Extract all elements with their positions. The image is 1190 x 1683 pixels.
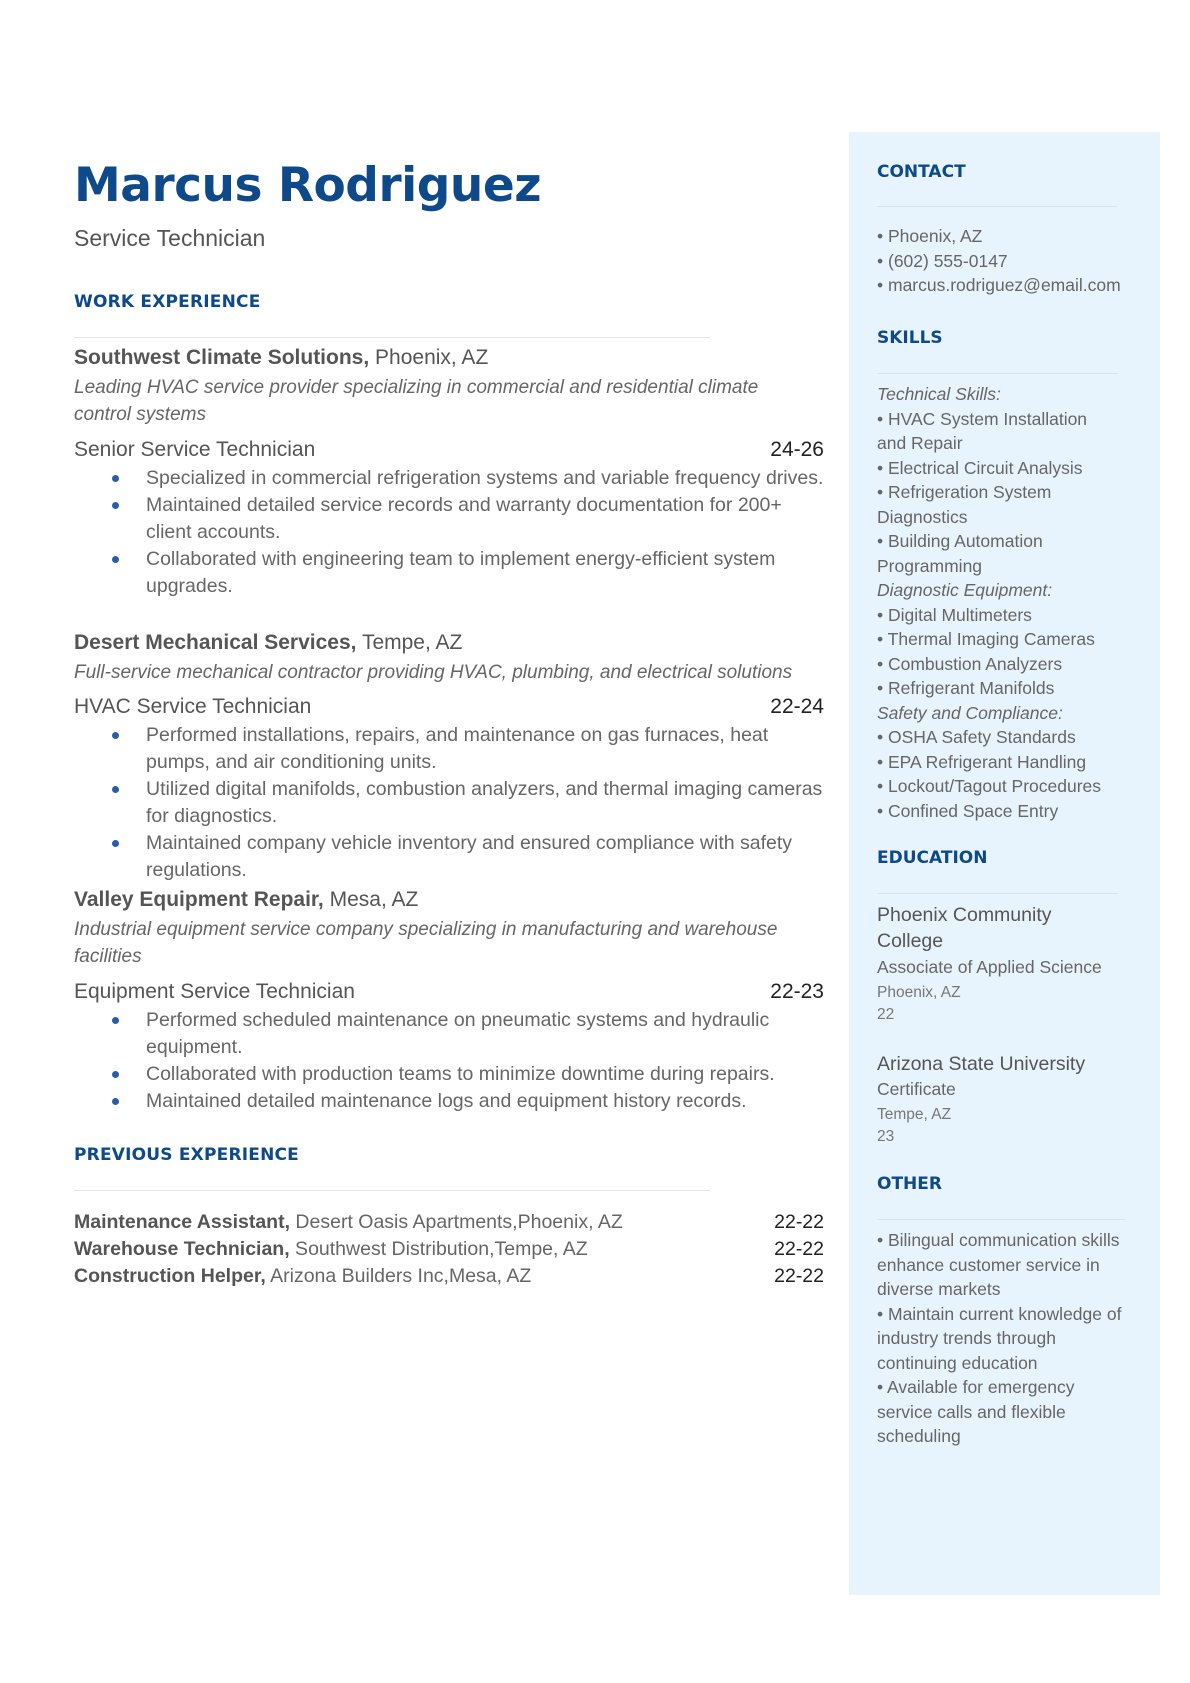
contact-phone: • (602) 555-0147: [877, 250, 1008, 271]
list-item: [74, 546, 824, 600]
company-location: Tempe, AZ: [356, 631, 463, 654]
job-bullets: [74, 722, 824, 884]
company-description: Full-service mechanical contractor providing HVAC, plumbing, and electrical solutions: [74, 662, 793, 683]
skills-list: [877, 382, 1117, 823]
other-heading: OTHER: [877, 1174, 942, 1194]
previous-role: Warehouse Technician,: [74, 1238, 290, 1260]
candidate-name: Marcus Rodriguez: [74, 158, 542, 213]
previous-experience-heading: PREVIOUS EXPERIENCE: [74, 1145, 299, 1165]
list-item: [74, 776, 824, 830]
contact-heading: CONTACT: [877, 162, 966, 182]
contact-list: [877, 224, 1152, 298]
bullet-dot: [112, 556, 119, 563]
education-divider: [877, 893, 1117, 894]
previous-job-row: [74, 1211, 824, 1234]
bullet-text: Collaborated with production teams to minimize downtime during repairs.: [146, 1063, 775, 1085]
previous-job-row: [74, 1265, 824, 1288]
previous-place: Desert Oasis Apartments,Phoenix, AZ: [290, 1211, 623, 1233]
job-company: [74, 631, 462, 655]
bullet-dot: [112, 840, 119, 847]
bullet-text: Collaborated with engineering team to implement energy-efficient system upgrades.: [146, 548, 776, 597]
role-dates: 24-26: [770, 438, 824, 461]
education-location: Phoenix, AZ: [877, 984, 961, 1001]
skill-item: • Lockout/Tagout Procedures: [877, 776, 1102, 796]
company-description: Industrial equipment service company specializing in manufacturing and warehouse facilities: [74, 919, 778, 967]
other-item: • Available for emergency service calls and flexible scheduling: [877, 1377, 1075, 1446]
skill-item: • Building Automation Programming: [877, 531, 1043, 576]
list-item: [74, 1007, 824, 1061]
company-location: Phoenix, AZ: [369, 346, 489, 369]
company-location: Mesa, AZ: [323, 888, 419, 911]
education-degree: Associate of Applied Science: [877, 957, 1102, 977]
education-location: Tempe, AZ: [877, 1106, 952, 1123]
sidebar: [849, 132, 1160, 1595]
other-list: [877, 1228, 1127, 1449]
company-description: Leading HVAC service provider specializing in commercial and residential climate control systems: [74, 377, 759, 425]
bullet-dot: [112, 502, 119, 509]
education-year: 22: [877, 1006, 895, 1023]
skill-item: • Digital Multimeters: [877, 604, 1032, 625]
skill-item: • Refrigeration System Diagnostics: [877, 482, 1052, 527]
education-school: Arizona State University: [877, 1053, 1086, 1075]
company-name: Desert Mechanical Services,: [74, 631, 357, 654]
bullet-dot: [112, 732, 119, 739]
bullet-dot: [112, 1098, 119, 1105]
job-company: [74, 346, 488, 370]
work-experience-heading: WORK EXPERIENCE: [74, 292, 261, 312]
bullet-text: Maintained detailed service records and warranty documentation for 200+ client accounts.: [146, 494, 782, 543]
list-item: [74, 722, 824, 776]
bullet-dot: [112, 1071, 119, 1078]
bullet-text: Performed scheduled maintenance on pneumatic systems and hydraulic equipment.: [146, 1009, 770, 1058]
bullet-dot: [112, 786, 119, 793]
education-year: 23: [877, 1128, 895, 1145]
education-school: Phoenix Community College: [877, 904, 1052, 952]
bullet-dot: [112, 1017, 119, 1024]
skill-item: • Thermal Imaging Cameras: [877, 629, 1095, 649]
other-item: • Bilingual communication skills enhance customer service in diverse markets: [877, 1230, 1120, 1299]
skill-item: • EPA Refrigerant Handling: [877, 751, 1087, 772]
previous-place: Arizona Builders Inc,Mesa, AZ: [265, 1265, 532, 1287]
previous-experience-divider: [74, 1190, 710, 1191]
bullet-text: Specialized in commercial refrigeration systems and variable frequency drives.: [146, 467, 824, 489]
skills-divider: [877, 373, 1117, 374]
list-item: [74, 492, 824, 546]
skill-item: • Combustion Analyzers: [877, 653, 1063, 674]
job-role: [74, 438, 824, 462]
skills-heading: SKILLS: [877, 328, 943, 348]
job-bullets: [74, 465, 824, 600]
previous-role: Construction Helper,: [74, 1265, 266, 1287]
list-item: [74, 465, 824, 492]
skill-item: • Refrigerant Manifolds: [877, 678, 1055, 698]
job-role: [74, 695, 824, 719]
contact-location: • Phoenix, AZ: [877, 226, 983, 246]
skill-category: Technical Skills:: [877, 384, 1001, 404]
job-company: [74, 888, 418, 912]
skill-item: • OSHA Safety Standards: [877, 727, 1076, 747]
contact-email: • marcus.rodriguez@email.com: [877, 275, 1121, 295]
role-title: Equipment Service Technician: [74, 980, 355, 1003]
candidate-title: Service Technician: [74, 225, 266, 251]
bullet-text: Performed installations, repairs, and maintenance on gas furnaces, heat pumps, and air conditioning units.: [146, 724, 769, 773]
other-item: • Maintain current knowledge of industry trends through continuing education: [877, 1303, 1122, 1373]
list-item: [74, 830, 824, 884]
company-name: Southwest Climate Solutions,: [74, 346, 370, 369]
previous-dates: 22-22: [774, 1238, 824, 1260]
skill-item: • Confined Space Entry: [877, 800, 1059, 821]
role-dates: 22-23: [770, 980, 824, 1003]
company-name: Valley Equipment Repair,: [74, 888, 324, 911]
bullet-text: Maintained detailed maintenance logs and equipment history records.: [146, 1090, 747, 1112]
education-heading: EDUCATION: [877, 848, 988, 868]
skill-category: Diagnostic Equipment:: [877, 580, 1053, 600]
previous-dates: 22-22: [774, 1211, 824, 1233]
education-degree: Certificate: [877, 1079, 956, 1099]
work-experience-divider: [74, 337, 710, 338]
job-bullets: [74, 1007, 824, 1115]
previous-role: Maintenance Assistant,: [74, 1211, 291, 1233]
bullet-text: Maintained company vehicle inventory and ensured compliance with safety regulations.: [146, 832, 793, 881]
list-item: [74, 1088, 824, 1115]
previous-dates: 22-22: [774, 1265, 824, 1287]
role-dates: 22-24: [770, 695, 824, 718]
skill-item: • Electrical Circuit Analysis: [877, 457, 1083, 478]
role-title: Senior Service Technician: [74, 438, 316, 461]
other-divider: [877, 1219, 1125, 1220]
bullet-dot: [112, 475, 119, 482]
job-role: [74, 980, 824, 1004]
list-item: [74, 1061, 824, 1088]
previous-place: Southwest Distribution,Tempe, AZ: [289, 1238, 588, 1260]
previous-job-row: [74, 1238, 824, 1261]
role-title: HVAC Service Technician: [74, 695, 312, 718]
skill-item: • HVAC System Installation and Repair: [877, 408, 1088, 453]
contact-divider: [877, 206, 1117, 207]
bullet-text: Utilized digital manifolds, combustion analyzers, and thermal imaging cameras for diagnostics.: [146, 778, 823, 827]
skill-category: Safety and Compliance:: [877, 702, 1063, 723]
